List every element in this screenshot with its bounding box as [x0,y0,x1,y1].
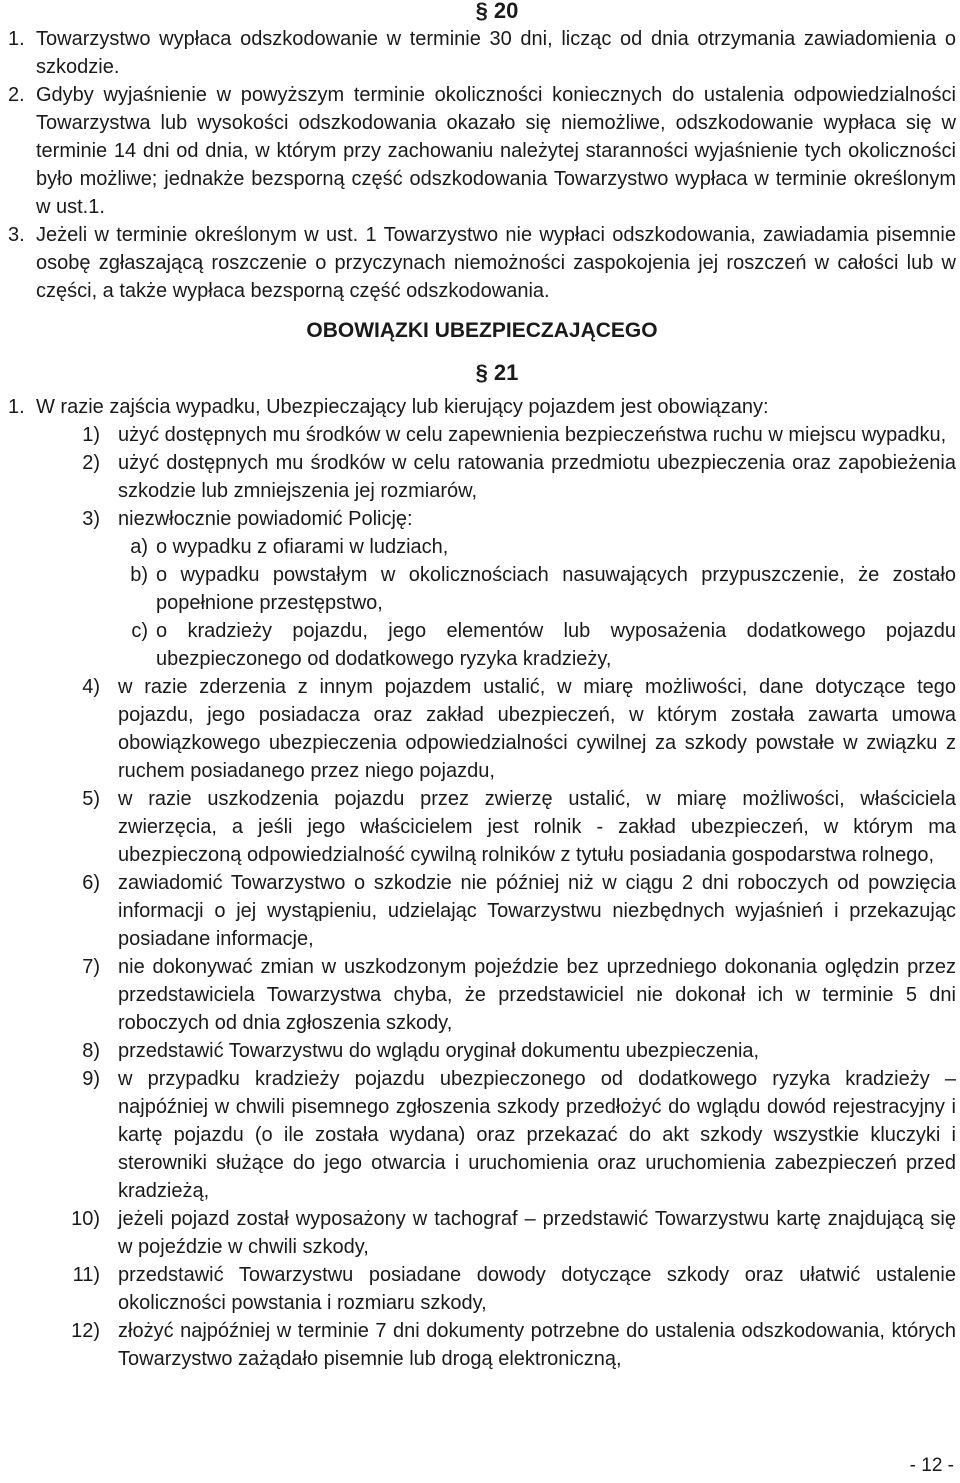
list-item-12 [8,1317,956,1373]
list-item-4 [8,673,956,785]
page-number: - 12 - [909,1455,954,1476]
item-number: 10) [71,1208,100,1230]
item-text: złożyć najpóźniej w terminie 7 dni dokumenty potrzebne do ustalenia odszkodowania, których Towarzystwo zażądało pisemnie lub drogą elektroniczną, [118,1320,956,1370]
item-text: jeżeli pojazd został wyposażony w tachograf – przedstawić Towarzystwu kartę znajdującą się w pojeździe w chwili szkody, [118,1208,956,1258]
item-number: 3) [82,508,100,530]
point-text: Gdyby wyjaśnienie w powyższym terminie okoliczności koniecznych do ustalenia odpowiedzialności Towarzystwa lub wysokości odszkodowania okazało się niemożliwe, odszkodowanie wypłaca się w terminie 14 dni od dnia, w którym przy zachowaniu należytej staranności wyjaśnienie tych okoliczności było możliwe; jednakże bezsporną część odszkodowania Towarzystwo wypłaca w terminie określonym w ust.1. [36,84,956,218]
item-text: w przypadku kradzieży pojazdu ubezpieczonego od dodatkowego ryzyka kradzieży – najpóźniej w chwili pisemnego zgłoszenia szkody przedłożyć do wglądu dowód rejestracyjny i kartę pojazdu (o ile została wydana) oraz przekazać do akt szkody wszystkie kluczyki i sterowniki służące do jego otwarcia i uruchomienia oraz uruchomienia zabezpieczeń przed kradzieżą, [118,1068,956,1202]
point-text: Jeżeli w terminie określonym w ust. 1 Towarzystwo nie wypłaci odszkodowania, zawiadamia pisemnie osobę zgłaszającą roszczenie o przyczynach niemożności zaspokojenia jej roszczeń w całości lub w części, a także wypłaca bezsporną część odszkodowania. [36,224,956,302]
point-number: 2. [8,84,25,106]
sub-item-a [8,533,956,561]
point-number: 3. [8,224,25,246]
item-number: 12) [71,1320,100,1342]
item-number: 1) [82,424,100,446]
sec20-point-3 [8,221,956,305]
list-item-1 [8,421,956,449]
list-item-8 [8,1037,956,1065]
point-text: Towarzystwo wypłaca odszkodowanie w terminie 30 dni, licząc od dnia otrzymania zawiadomienia o szkodzie. [36,28,956,78]
item-number: 5) [82,788,100,810]
point-number: 1. [8,396,25,418]
item-number: 11) [72,1264,100,1286]
list-item-7 [8,953,956,1037]
document-page [8,0,956,1483]
sub-item-letter: a) [130,536,148,558]
list-item-10 [8,1205,956,1261]
sub-item-letter: c) [131,620,148,642]
item-text: użyć dostępnych mu środków w celu zapewnienia bezpieczeństwa ruchu w miejscu wypadku, [118,424,947,446]
sub-item-text: o kradzieży pojazdu, jego elementów lub wyposażenia dodatkowego pojazdu ubezpieczonego od dodatkowego ryzyka kradzieży, [156,620,956,670]
list-item-5 [8,785,956,869]
list-item-3 [8,505,956,533]
sub-item-text: o wypadku powstałym w okolicznościach nasuwających przypuszczenie, że zostało popełnione przestępstwo, [156,564,956,614]
point-number: 1. [8,28,25,50]
sub-item-b [8,561,956,617]
list-item-6 [8,869,956,953]
item-text: przedstawić Towarzystwu do wglądu oryginał dokumentu ubezpieczenia, [118,1040,760,1062]
item-number: 9) [82,1068,100,1090]
item-text: przedstawić Towarzystwu posiadane dowody dotyczące szkody oraz ułatwić ustalenie okoliczności powstania i rozmiaru szkody, [118,1264,956,1314]
item-number: 7) [82,956,100,978]
sec20-point-1 [8,25,956,81]
section-heading-20: § 20 [475,0,519,23]
sec21-intro [8,393,956,421]
list-item-2 [8,449,956,505]
item-text: w razie uszkodzenia pojazdu przez zwierzę ustalić, w miarę możliwości, właściciela zwierzęcia, a jeśli jego właścicielem jest rolnik - zakład ubezpieczeń, w którym ma ubezpieczoną odpowiedzialność cywilną rolników z tytułu posiadania gospodarstwa rolnego, [118,788,956,866]
point-text: W razie zajścia wypadku, Ubezpieczający lub kierujący pojazdem jest obowiązany: [36,396,769,418]
item-text: użyć dostępnych mu środków w celu ratowania przedmiotu ubezpieczenia oraz zapobieżenia szkodzie lub zmniejszenia jej rozmiarów, [118,452,956,502]
section-title: OBOWIĄZKI UBEZPIECZAJĄCEGO [306,319,658,342]
sub-item-letter: b) [130,564,148,586]
item-text: w razie zderzenia z innym pojazdem ustalić, w miarę możliwości, dane dotyczące tego pojazdu, jego posiadacza oraz zakład ubezpieczeń, w którym została zawarta umowa obowiązkowego ubezpieczenia odpowiedzialności cywilnej za szkody powstałe w związku z ruchem posiadanego przez niego pojazdu, [118,676,956,782]
sec20-point-2 [8,81,956,221]
item-number: 6) [82,872,100,894]
item-number: 2) [82,452,100,474]
item-number: 4) [82,676,100,698]
item-text: nie dokonywać zmian w uszkodzonym pojeździe bez uprzedniego dokonania oględzin przez przedstawiciela Towarzystwa chyba, że przedstawiciel nie dokonał ich w terminie 5 dni roboczych od dnia zgłoszenia szkody, [118,956,956,1034]
list-item-11 [8,1261,956,1317]
section-heading-21: § 21 [475,360,519,385]
list-item-9 [8,1065,956,1205]
item-text: niezwłocznie powiadomić Policję: [118,508,413,530]
sub-item-text: o wypadku z ofiarami w ludziach, [156,536,449,558]
item-number: 8) [82,1040,100,1062]
sub-item-c [8,617,956,673]
item-text: zawiadomić Towarzystwo o szkodzie nie później niż w ciągu 2 dni roboczych od powzięcia informacji o jej wystąpieniu, udzielając Towarzystwu niezbędnych wyjaśnień i przekazując posiadane informacje, [118,872,956,950]
